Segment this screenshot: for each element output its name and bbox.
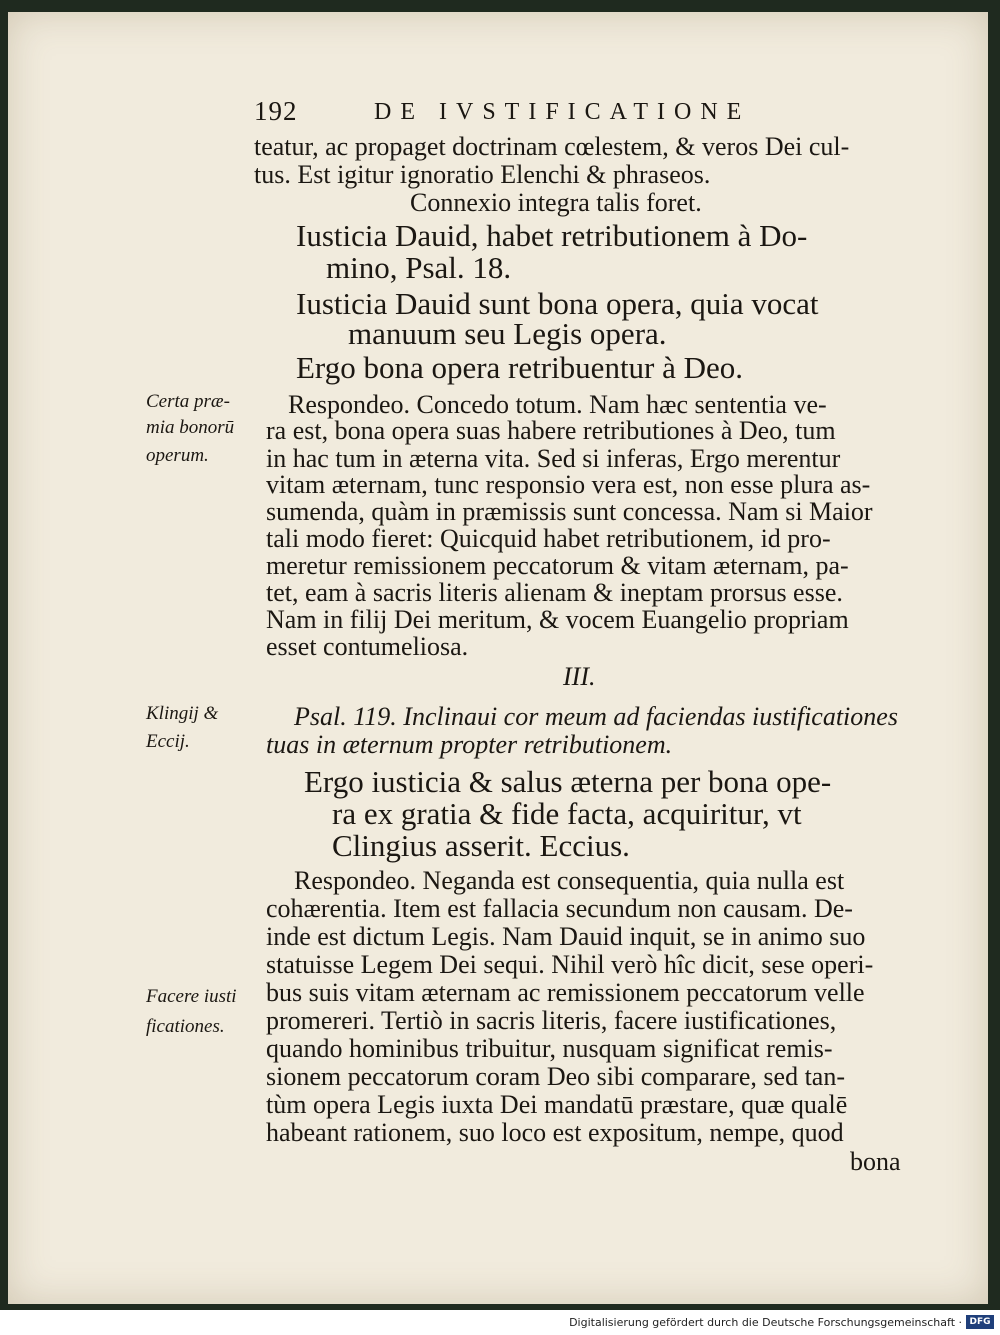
text-line: Connexio integra talis foret. <box>410 188 702 217</box>
funding-credit: Digitalisierung gefördert durch die Deutsche Forschungsgemeinschaft · <box>569 1316 962 1329</box>
text-line: sionem peccatorum coram Deo sibi comparare, sed tan- <box>266 1062 845 1091</box>
margin-note: Facere iusti <box>146 986 237 1007</box>
text-line: inde est dictum Legis. Nam Dauid inquit, se in animo suo <box>266 922 866 951</box>
text-line: vitam æternam, tunc responsio vera est, non esse plura as- <box>266 470 871 499</box>
text-line: statuisse Legem Dei sequi. Nihil verò hîc dicit, sese operi- <box>266 950 874 979</box>
text-line: in hac tum in æterna vita. Sed si inferas, Ergo merentur <box>266 444 841 473</box>
section-number: III. <box>563 662 596 691</box>
text-line: tali modo fieret: Quicquid habet retributionem, id pro- <box>266 524 831 553</box>
dfg-logo: DFG <box>966 1315 994 1329</box>
text-line: sumenda, quàm in præmissis sunt concessa. Nam si Maior <box>266 497 873 526</box>
margin-note: operum. <box>146 445 209 466</box>
text-line: Respondeo. Concedo totum. Nam hæc sententia ve- <box>288 390 827 419</box>
syllogism-line: Iusticia Dauid sunt bona opera, quia vocat <box>296 286 819 321</box>
margin-note: ficationes. <box>146 1016 225 1037</box>
text-line: habeant rationem, suo loco est expositum, nempe, quod <box>266 1118 844 1147</box>
syllogism-line: Ergo iusticia & salus æterna per bona ope- <box>304 764 832 799</box>
syllogism-line: Iusticia Dauid, habet retributionem à Do- <box>296 218 808 253</box>
text-line: Respondeo. Neganda est consequentia, quia nulla est <box>294 866 845 895</box>
running-head-title: DE IVSTIFICATIONE <box>374 99 751 125</box>
scripture-quote: Psal. 119. Inclinaui cor meum ad faciendas iustificationes <box>294 702 898 731</box>
text-line: quando hominibus tribuitur, nusquam significat remis- <box>266 1034 833 1063</box>
syllogism-line: manuum seu Legis opera. <box>348 316 667 351</box>
text-line: bus suis vitam æternam ac remissionem peccatorum velle <box>266 978 865 1007</box>
book-page <box>8 12 988 1304</box>
text-line: tet, eam à sacris literis alienam & ineptam prorsus esse. <box>266 578 843 607</box>
text-line: ra est, bona opera suas habere retributiones à Deo, tum <box>266 416 836 445</box>
margin-note: Certa præ- <box>146 391 230 412</box>
margin-note: Eccij. <box>146 731 190 752</box>
text-line: cohærentia. Item est fallacia secundum non causam. De- <box>266 894 853 923</box>
syllogism-line: Clingius asserit. Eccius. <box>332 828 630 863</box>
text-line: meretur remissionem peccatorum & vitam æternam, pa- <box>266 551 849 580</box>
page-number: 192 <box>254 96 298 126</box>
margin-note: Klingij & <box>146 703 219 724</box>
syllogism-line: mino, Psal. 18. <box>326 250 512 285</box>
syllogism-line: ra ex gratia & fide facta, acquiritur, vt <box>332 796 802 831</box>
text-line: teatur, ac propaget doctrinam cœlestem, & veros Dei cul- <box>254 132 850 161</box>
text-line: Nam in filij Dei meritum, & vocem Euangelio propriam <box>266 605 849 634</box>
footer-bar <box>0 1310 1000 1335</box>
text-line: promereri. Tertiò in sacris literis, facere iustificationes, <box>266 1006 837 1035</box>
margin-note: mia bonorū <box>146 417 235 438</box>
text-line: tus. Est igitur ignoratio Elenchi & phraseos. <box>254 160 711 189</box>
catchword: bona <box>850 1147 901 1176</box>
syllogism-line: Ergo bona opera retribuentur à Deo. <box>296 350 744 385</box>
text-line: tùm opera Legis iuxta Dei mandatū præstare, quæ qualē <box>266 1090 848 1119</box>
text-line: esset contumeliosa. <box>266 632 469 661</box>
scripture-quote: tuas in æternum propter retributionem. <box>266 730 673 759</box>
